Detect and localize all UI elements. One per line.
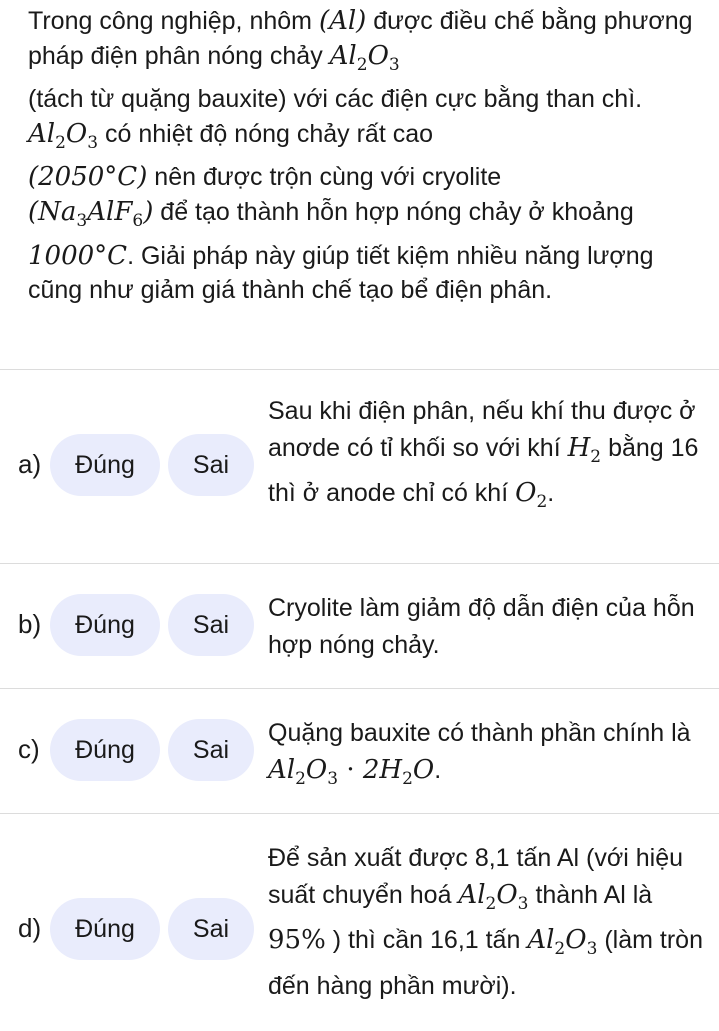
false-button-c[interactable]: Sai bbox=[168, 719, 254, 781]
intro-text: để tạo thành hỗn hợp nóng chảy ở khoảng bbox=[153, 197, 634, 226]
statement-text-c: Quặng bauxite có thành phần chính là $Al_2O_3 \cdot 2H_2O$. bbox=[268, 719, 691, 789]
statement-letter: a) bbox=[18, 449, 42, 479]
true-button-a[interactable]: Đúng bbox=[50, 434, 160, 496]
formula-al2o3: $Al_2O_3$ bbox=[329, 40, 400, 75]
false-button-d[interactable]: Sai bbox=[168, 898, 254, 960]
intro-text: nên được trộn cùng với cryolite bbox=[147, 163, 502, 192]
statement-text-b: Cryolite làm giảm độ dẫn điện của hỗn hợp nóng chảy. bbox=[268, 594, 695, 659]
formula-bauxite: $Al_2O_3 \cdot 2H_2O$ bbox=[268, 754, 435, 789]
formula-al: (Al) bbox=[318, 6, 367, 36]
formula-cryolite: $(Na_3AlF_6)$ bbox=[28, 196, 154, 232]
melting-point-al2o3: (2050°C) bbox=[28, 162, 148, 193]
true-button-d[interactable]: Đúng bbox=[50, 898, 160, 960]
intro-text: có nhiệt độ nóng chảy rất cao bbox=[98, 119, 434, 148]
efficiency-percent: 95% bbox=[268, 925, 326, 956]
formula-al2o3: $Al_2O_3$ bbox=[458, 879, 529, 914]
intro-text: (tách từ quặng bauxite) với các điện cực bằng than chì. bbox=[28, 85, 643, 114]
melting-point-mixture: 1000°C bbox=[28, 240, 128, 271]
true-button-b[interactable]: Đúng bbox=[50, 594, 160, 656]
statement-letter: d) bbox=[18, 913, 42, 943]
statement-letter: c) bbox=[18, 734, 40, 764]
formula-o2: $O_2$ bbox=[515, 478, 548, 513]
formula-al2o3: $Al_2O_3$ bbox=[28, 118, 99, 153]
statement-row-b bbox=[0, 563, 719, 688]
statement-letter: b) bbox=[18, 609, 42, 639]
statement-row-d bbox=[0, 813, 719, 1031]
false-button-a[interactable]: Sai bbox=[168, 434, 254, 496]
true-button-c[interactable]: Đúng bbox=[50, 719, 160, 781]
intro-text: . Giải pháp này giúp tiết kiệm nhiều năng lượng cũng như giảm giá thành chế tạo bể điện phân. bbox=[28, 241, 654, 305]
question-intro bbox=[28, 4, 698, 308]
formula-h2: $H_2$ bbox=[567, 432, 602, 467]
statement-row-a bbox=[0, 369, 719, 562]
statement-text-a: Sau khi điện phân, nếu khí thu được ở anơde có tỉ khối so với khí $H_2$ bằng 16 thì ở anode chỉ có khí $O_2$. bbox=[268, 397, 699, 513]
formula-al2o3: $Al_2O_3$ bbox=[527, 925, 598, 960]
false-button-b[interactable]: Sai bbox=[168, 594, 254, 656]
intro-text: Trong công nghiệp, nhôm bbox=[28, 7, 319, 35]
intro-text: được điều chế bằng phương pháp điện phân nóng chảy bbox=[28, 7, 693, 70]
statement-row-c bbox=[0, 688, 719, 813]
statement-text-d: Để sản xuất được 8,1 tấn Al (với hiệu suất chuyển hoá $Al_2O_3$ thành Al là 95% ) thì cần 16,1 tấn $Al_2O_3$ (làm tròn đến hàng phần mười). bbox=[268, 844, 703, 1000]
